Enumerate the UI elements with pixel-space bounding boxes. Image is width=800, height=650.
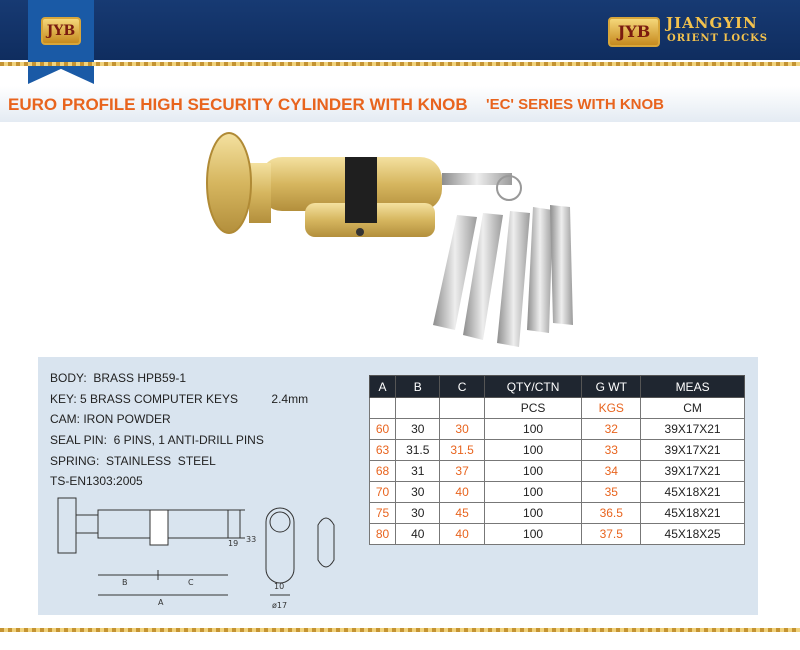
table-row: 75 30 45 100 36.5 45X18X21 bbox=[370, 503, 745, 524]
knob bbox=[207, 133, 251, 233]
drawing-key-profile bbox=[318, 518, 334, 567]
dimension-table bbox=[369, 375, 745, 545]
dim-19-label: 19 bbox=[228, 539, 239, 548]
knob-shaft bbox=[249, 163, 271, 223]
table-row: 70 30 40 100 35 45X18X21 bbox=[370, 482, 745, 503]
brand-name: JIANGYIN bbox=[666, 14, 758, 32]
col-gwt: G WT bbox=[582, 376, 641, 398]
col-b: B bbox=[396, 376, 440, 398]
logo-right: JYB bbox=[608, 17, 660, 47]
brand-subtitle: ORIENT LOCKS bbox=[667, 33, 768, 44]
table-header-row bbox=[370, 376, 745, 398]
unit-cm: CM bbox=[641, 398, 745, 419]
gold-stripe-top bbox=[0, 62, 800, 66]
col-meas: MEAS bbox=[641, 376, 745, 398]
key-3 bbox=[497, 211, 530, 347]
dim-a-label: A bbox=[158, 598, 164, 607]
gold-stripe-bottom bbox=[0, 628, 800, 632]
dim-17-label: ø17 bbox=[272, 601, 288, 610]
spec-cam: CAM: IRON POWDER bbox=[50, 412, 171, 426]
series-title: 'EC' SERIES WITH KNOB bbox=[486, 96, 664, 113]
table-row: 60 30 30 100 32 39X17X21 bbox=[370, 419, 745, 440]
screw-hole bbox=[356, 228, 364, 236]
drawing-cam bbox=[150, 510, 168, 545]
table-row: 63 31.5 31.5 100 33 39X17X21 bbox=[370, 440, 745, 461]
col-qty: QTY/CTN bbox=[484, 376, 582, 398]
dim-b-label: B bbox=[122, 578, 128, 587]
spec-seal-pin: SEAL PIN: 6 PINS, 1 ANTI-DRILL PINS bbox=[50, 433, 264, 447]
dim-c-label: C bbox=[188, 578, 194, 587]
spec-standard: TS-EN1303:2005 bbox=[50, 474, 143, 488]
spec-body: BODY: BRASS HPB59-1 bbox=[50, 371, 187, 385]
col-a: A bbox=[370, 376, 396, 398]
unit-kgs: KGS bbox=[582, 398, 641, 419]
table-units-row bbox=[370, 398, 745, 419]
dim-10-label: 10 bbox=[274, 582, 285, 591]
page-title: EURO PROFILE HIGH SECURITY CYLINDER WITH KNOB bbox=[8, 95, 468, 114]
technical-drawing bbox=[50, 490, 370, 615]
drawing-shaft bbox=[76, 515, 98, 533]
spec-spring: SPRING: STAINLESS STEEL bbox=[50, 454, 216, 468]
table-row: 80 40 40 100 37.5 45X18X25 bbox=[370, 524, 745, 545]
dim-33-label: 33 bbox=[246, 535, 257, 544]
cylinder-with-keys-image bbox=[205, 125, 595, 355]
spec-key: KEY: 5 BRASS COMPUTER KEYS 2.4mm bbox=[50, 392, 309, 406]
key-4 bbox=[527, 207, 553, 333]
key-5 bbox=[550, 205, 573, 325]
unit-pcs: PCS bbox=[484, 398, 582, 419]
cam bbox=[345, 157, 377, 223]
logo-left: JYB bbox=[41, 17, 81, 45]
table-row: 68 31 37 100 34 39X17X21 bbox=[370, 461, 745, 482]
drawing-knob bbox=[58, 498, 76, 553]
col-c: C bbox=[440, 376, 484, 398]
